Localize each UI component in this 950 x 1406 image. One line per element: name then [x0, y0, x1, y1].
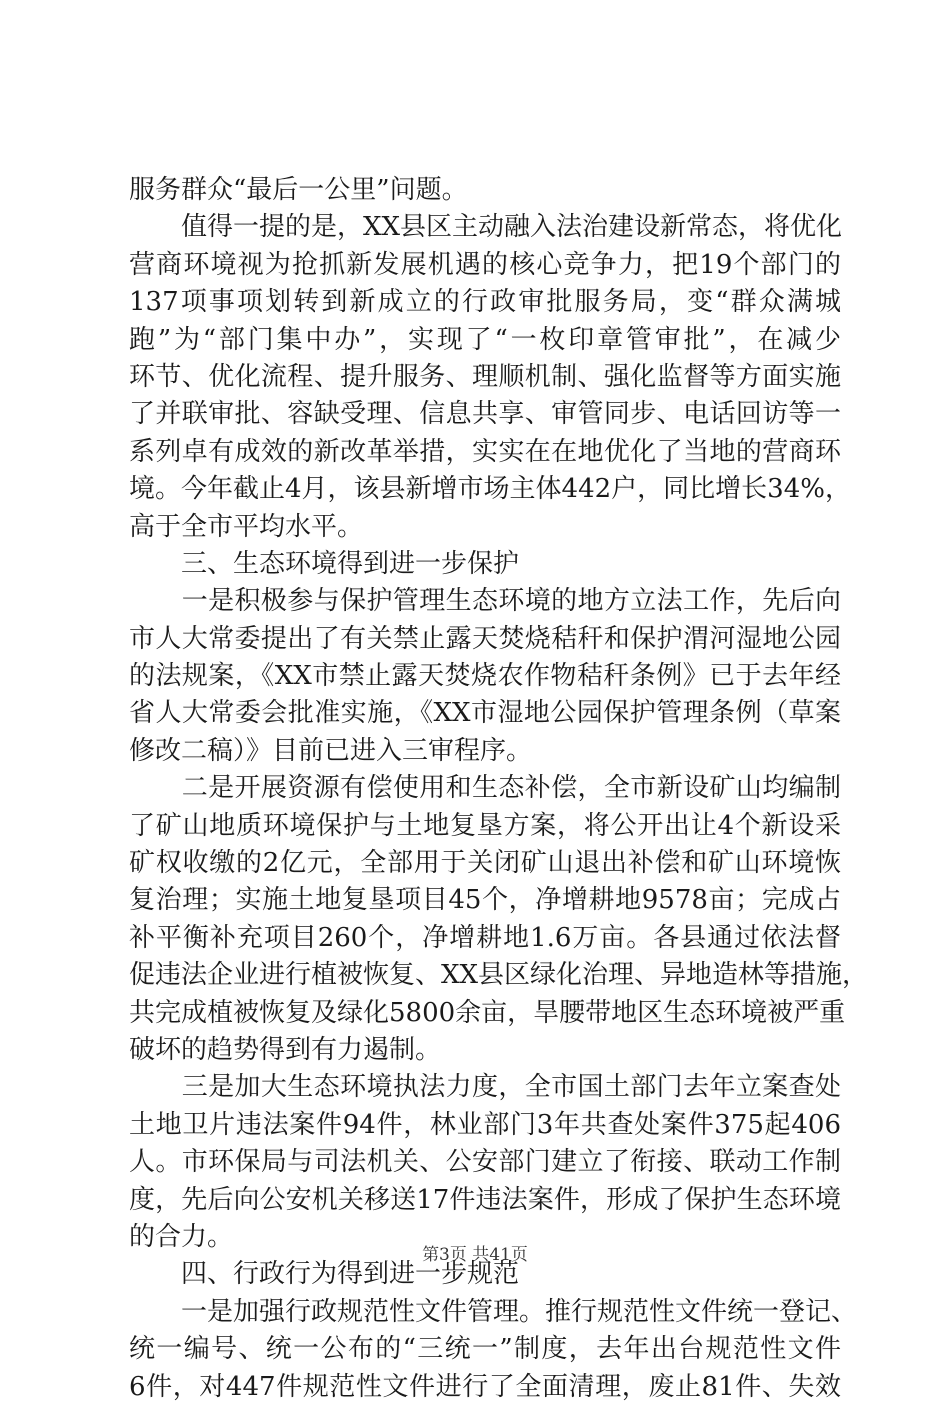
text-line: 补平衡补充项目260个，净增耕地1.6万亩。各县通过依法督 — [129, 922, 841, 953]
text-line: 省人大常委会批准实施，《XX市湿地公园保护管理条例（草案 — [129, 698, 841, 729]
text-line: 服务群众“最后一公里”问题。 — [129, 175, 468, 205]
text-line: 137项事项划转到新成立的行政审批服务局，变“群众满城 — [129, 287, 841, 318]
text-line: 境。今年截止4月，该县新增市场主体442户，同比增长34%， — [129, 474, 851, 505]
text-line: 了矿山地质环境保护与土地复垦方案，将公开出让4个新设采 — [129, 810, 841, 841]
text-line: 促违法企业进行植被恢复、XX县区绿化治理、异地造林等措施， — [129, 960, 869, 991]
page-number-footer: 第3页 共41页 — [422, 1245, 528, 1265]
text-line: 土地卫片违法案件94件，林业部门3年共查处案件375起406 — [129, 1109, 841, 1140]
text-line: 一是加强行政规范性文件管理。推行规范性文件统一登记、 — [129, 1296, 858, 1327]
text-line: 系列卓有成效的新改革举措，实实在在地优化了当地的营商环 — [129, 436, 841, 467]
text-line: 共完成植被恢复及绿化5800余亩，旱腰带地区生态环境被严重 — [129, 997, 846, 1028]
text-line: 三是加大生态环境执法力度，全市国土部门去年立案查处 — [129, 1072, 841, 1103]
text-line: 营商环境视为抢抓新发展机遇的核心竞争力，把19个部门的 — [129, 249, 841, 280]
document-body — [129, 172, 869, 1406]
text-line: 的法规案，《XX市禁止露天焚烧农作物秸秆条例》已于去年经 — [129, 661, 841, 692]
text-line: 环节、优化流程、提升服务、理顺机制、强化监督等方面实施 — [129, 361, 841, 392]
section-heading: 三、生态环境得到进一步保护 — [129, 548, 520, 579]
text-line: 了并联审批、容缺受理、信息共享、审管同步、电话回访等一 — [129, 399, 841, 430]
text-line: 复治理；实施土地复垦项目45个，净增耕地9578亩；完成占 — [129, 885, 841, 916]
section-heading: 四、行政行为得到进一步规范 — [129, 1259, 520, 1290]
text-line: 一是积极参与保护管理生态环境的地方立法工作，先后向 — [129, 586, 841, 617]
text-line: 破坏的趋势得到有力遏制。 — [129, 1034, 442, 1065]
text-line: 的合力。 — [129, 1221, 234, 1252]
text-line: 跑”为“部门集中办”，实现了“一枚印章管审批”，在减少 — [129, 324, 841, 355]
text-line: 统一编号、统一公布的“三统一”制度，去年出台规范性文件 — [129, 1334, 841, 1365]
text-line: 矿权收缴的2亿元，全部用于关闭矿山退出补偿和矿山环境恢 — [129, 848, 841, 879]
text-line: 值得一提的是，XX县区主动融入法治建设新常态，将优化 — [129, 212, 843, 243]
text-line: 高于全市平均水平。 — [129, 511, 364, 542]
text-line: 6件，对447件规范性文件进行了全面清理，废止81件、失效 — [129, 1371, 841, 1402]
text-line: 人。市环保局与司法机关、公安部门建立了衔接、联动工作制 — [129, 1147, 841, 1178]
text-line: 修改二稿）》目前已进入三审程序。 — [129, 735, 533, 766]
text-line: 度，先后向公安机关移送17件违法案件，形成了保护生态环境 — [129, 1184, 841, 1215]
text-line: 二是开展资源有偿使用和生态补偿，全市新设矿山均编制 — [129, 773, 841, 804]
text-line: 市人大常委提出了有关禁止露天焚烧秸秆和保护渭河湿地公园 — [129, 623, 841, 654]
